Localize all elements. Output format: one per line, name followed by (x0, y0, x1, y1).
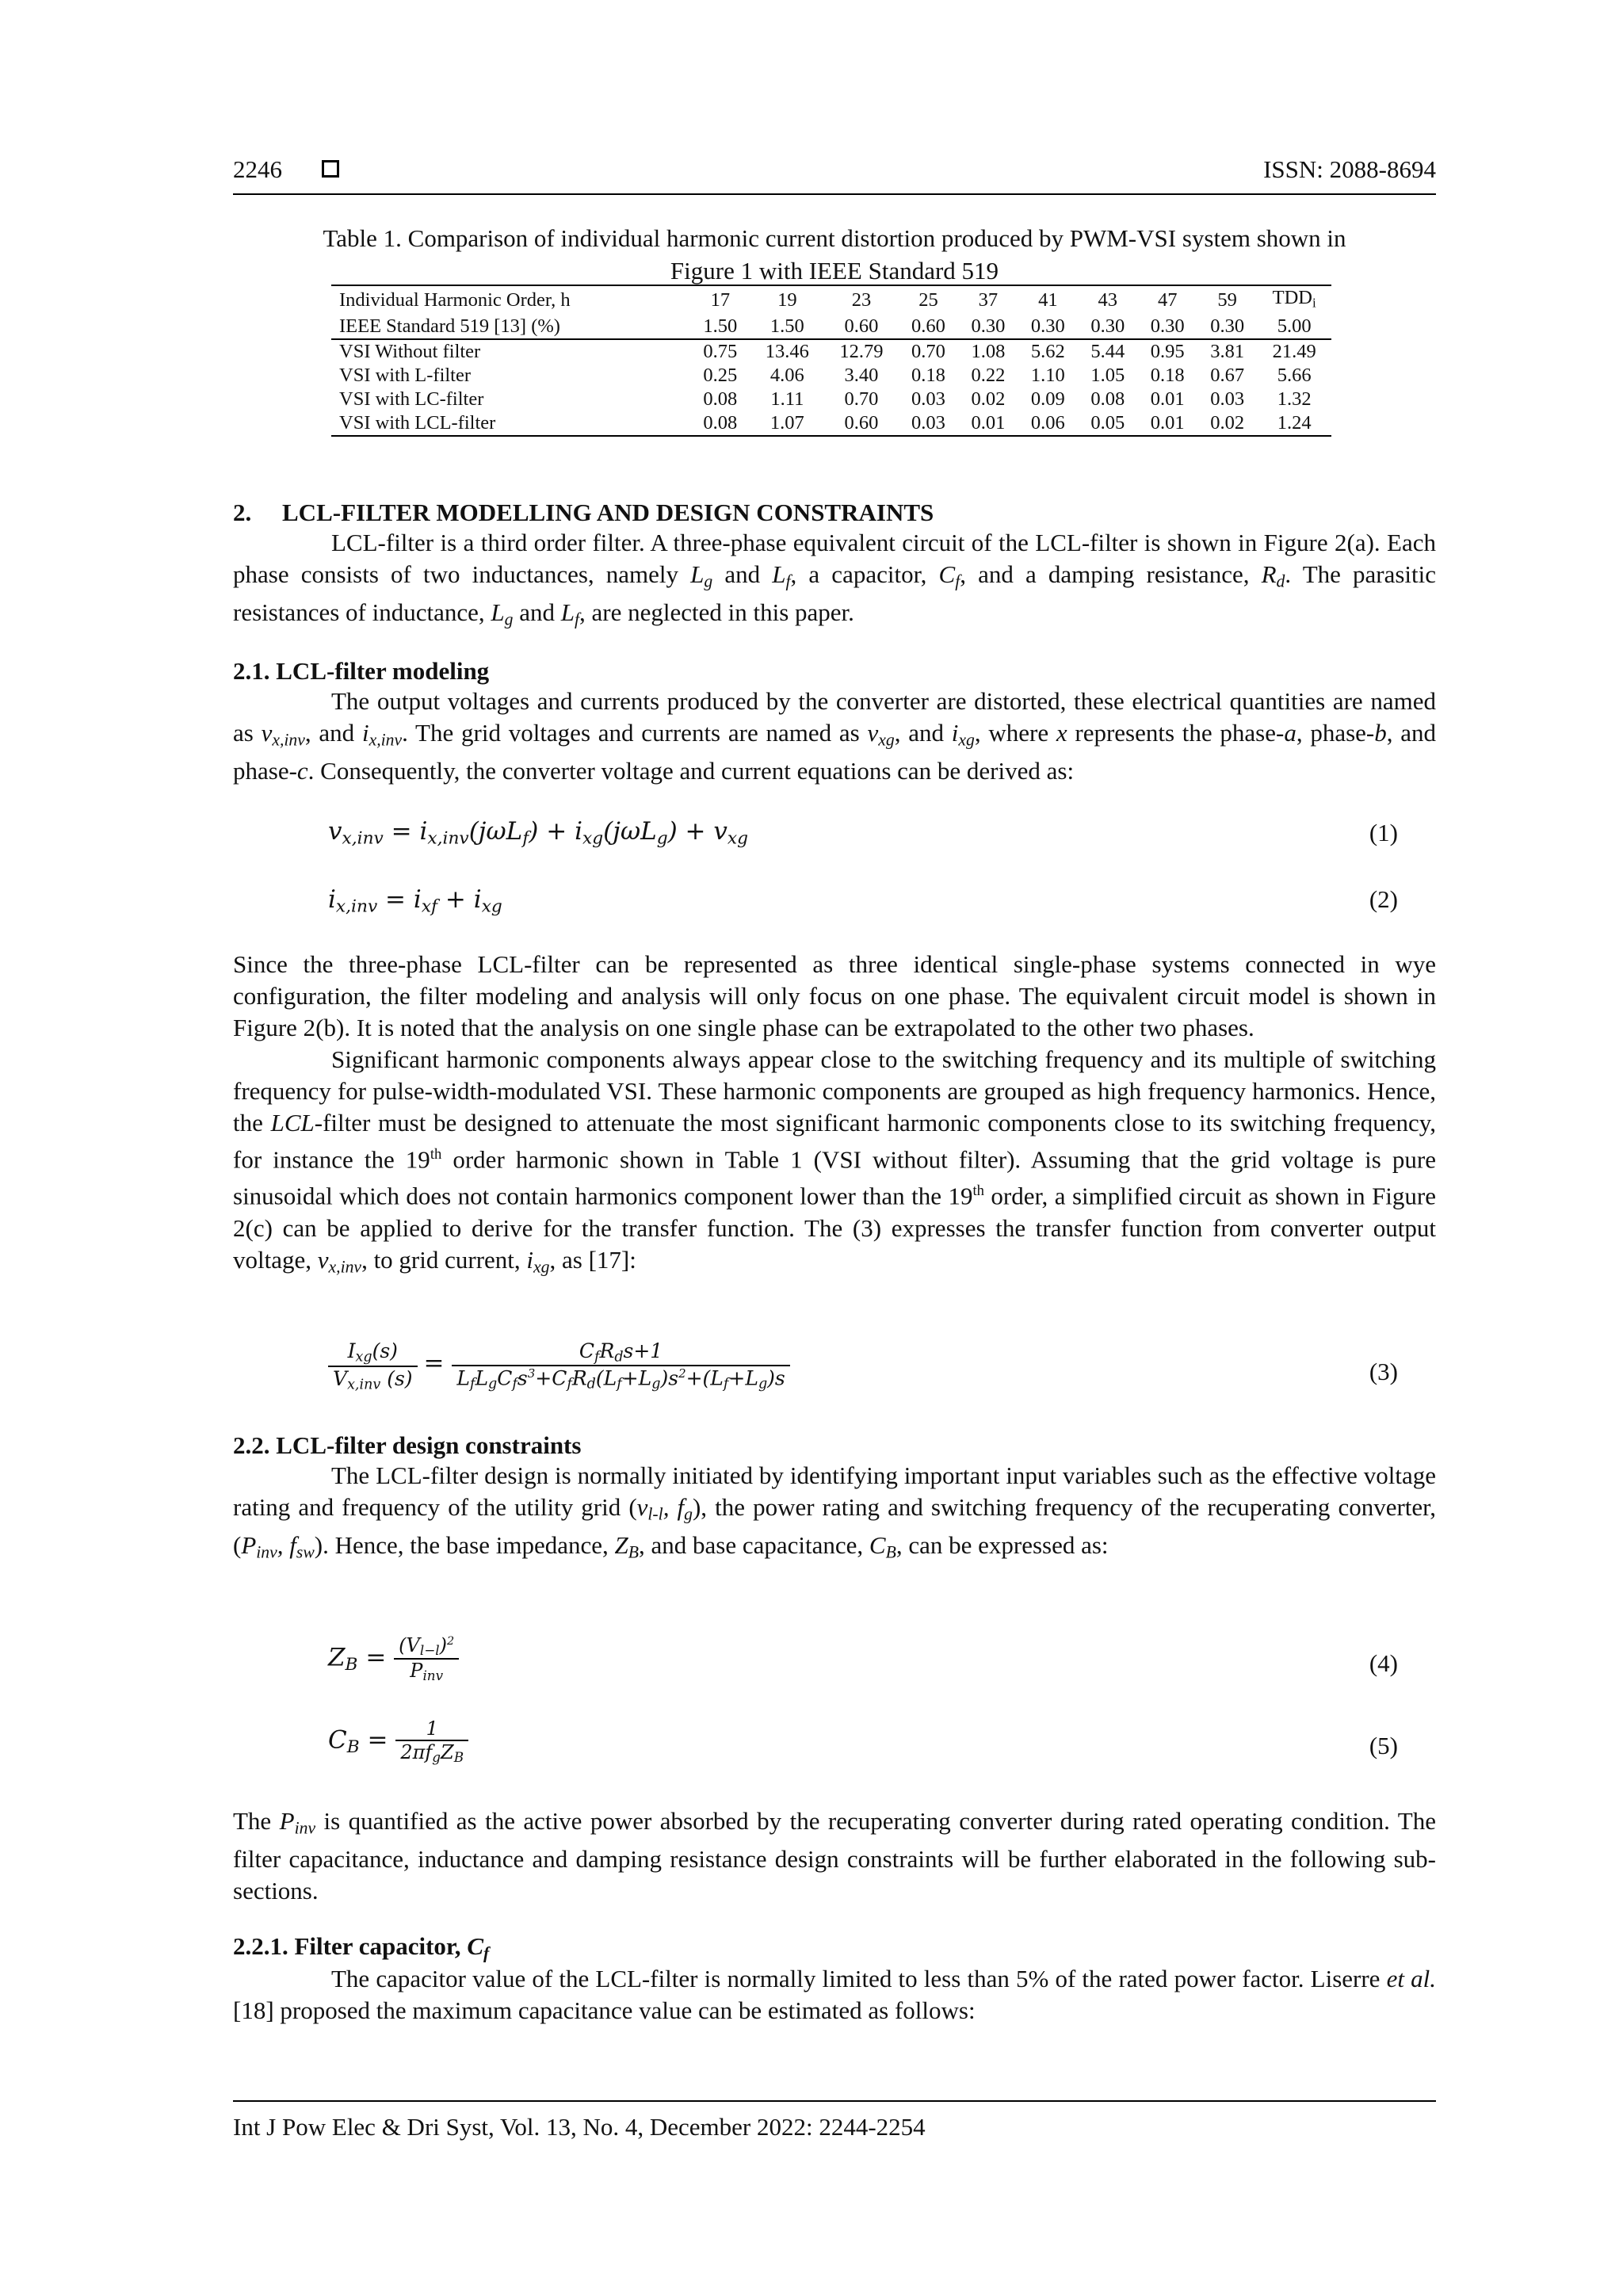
table-cell: Individual Harmonic Order, h (331, 285, 690, 315)
table-cell: 0.18 (911, 365, 945, 387)
table-cell: 0.01 (1137, 411, 1197, 436)
table-cell: 0.30 (1078, 315, 1137, 339)
paragraph: The $P_{inv}$ is quantified as the active power absorbed by the recuperating converter during rated operating condition. The filter capacitance, inductance and damping resistance design constraints will be further elaborated in the following sub-sections. (233, 1807, 1436, 1905)
equation-2: $i_{x,inv} = i_{xf} + i_{xg}$ (328, 885, 502, 917)
table-cell: 1.32 (1277, 388, 1312, 411)
table-cell: 0.95 (1150, 341, 1185, 363)
equation-1: $v_{x,inv} = i_{x,inv}(j\omega L_f) + i_{xg}(j\omega L_g) + v_{xg}$ (328, 817, 749, 849)
table-caption (233, 222, 1436, 287)
table-cell: 37 (958, 285, 1018, 315)
table-cell: 0.08 (703, 388, 738, 411)
paragraph: Significant harmonic components always appear close to the switching frequency and its multiple of switching frequency for pulse-width-modulated VSI. These harmonic components are grouped as high frequency harmonics. Hence, the LCL-filter must be designed to attenuate the most significant harmonic components close to its switching frequency, for instance the 19th order harmonic shown in Table 1 (VSI without filter). Assuming that the grid voltage is pure sinusoidal which does not contain harmonics component lower than the 19th order, a simplified circuit as shown in Figure 2(c) can be applied to derive for the transfer function. The (3) expresses the transfer function from converter output voltage, $v_{x,inv}$, to grid current, $i_{xg}$, as [17]: (233, 1045, 1436, 1277)
equation-3: $\frac{I_{xg}(s)}{V_{x,inv} (s)}$ = $\frac{C_fR_ds+1}{L_fL_gC_fs^3+C_fR_d(L_f+L_g)s^2+(L_f+L_g)s}$ (328, 1339, 790, 1392)
table-cell: 1.10 (1030, 365, 1065, 387)
table-header-row (331, 285, 1331, 315)
table-cell: 0.22 (971, 365, 1006, 387)
table-cell: 0.30 (1197, 315, 1257, 339)
table-cell: 5.44 (1090, 341, 1125, 363)
subsection-title: 2.1. LCL-filter modeling (233, 657, 490, 685)
table-cell: 0.67 (1210, 365, 1245, 387)
table-cell: 0.60 (824, 411, 899, 436)
harmonic-table (331, 285, 1331, 437)
table-cell: 0.30 (1018, 315, 1078, 339)
table-cell: 0.70 (844, 388, 879, 411)
table-cell: 19 (750, 285, 825, 315)
equation-number: (1) (1369, 819, 1398, 846)
equation-number: (4) (1369, 1649, 1398, 1677)
table-cell: 0.75 (703, 341, 738, 363)
subsection-2-2-1 (233, 1932, 1436, 2027)
table-cell: 0.02 (1197, 411, 1257, 436)
section-title: 2. LCL-FILTER MODELLING AND DESIGN CONSTRAINTS (233, 499, 934, 526)
table-cell: 0.09 (1030, 388, 1065, 411)
table-cell: 3.40 (844, 365, 879, 387)
square-icon (322, 160, 339, 178)
body-text (233, 1805, 1436, 1907)
paragraph: LCL-filter is a third order filter. A three-phase equivalent circuit of the LCL-filter is shown in Figure 2(a). Each phase consists of two inductances, namely $L_g$ and $L_f$, a capacitor, $C_f$, and a damping resistance, $R_d$. The parasitic resistances of inductance, $L_g$ and $L_f$, are neglected in this paper. (233, 529, 1437, 629)
table-cell: 43 (1078, 285, 1137, 315)
table-cell: 4.06 (769, 365, 804, 387)
table-cell: 1.05 (1090, 365, 1125, 387)
table-cell: 1.07 (750, 411, 825, 436)
table-cell: IEEE Standard 519 [13] (%) (331, 315, 690, 339)
table-cell: 5.62 (1030, 341, 1065, 363)
table-cell: VSI with LCL-filter (331, 411, 690, 436)
table-cell: VSI with L-filter (339, 365, 472, 387)
running-header (233, 155, 1436, 195)
equation-number: (2) (1369, 885, 1398, 913)
table-caption-line2: Figure 1 with IEEE Standard 519 (670, 257, 999, 285)
running-footer: Int J Pow Elec & Dri Syst, Vol. 13, No. 4, December 2022: 2244-2254 (233, 2100, 1436, 2141)
equation-number: (5) (1369, 1732, 1398, 1759)
table-cell: 21.49 (1272, 341, 1316, 363)
table-cell: 0.18 (1150, 365, 1185, 387)
table-cell: 1.50 (750, 315, 825, 339)
table-cell: 13.46 (765, 341, 809, 363)
table-cell: 0.30 (958, 315, 1018, 339)
table-cell: 5.00 (1257, 315, 1331, 339)
table-cell: 0.03 (911, 388, 945, 411)
table-cell: 25 (899, 285, 958, 315)
table-row (331, 364, 1331, 388)
table-cell: 1.08 (971, 341, 1006, 363)
table-cell: 0.08 (690, 411, 750, 436)
table-cell: VSI with LC-filter (339, 388, 484, 411)
table-cell: 1.11 (770, 388, 804, 411)
subsection-2-1 (233, 657, 1436, 787)
table-cell: 17 (690, 285, 750, 315)
table-cell: 1.50 (690, 315, 750, 339)
subsection-2-2 (233, 1431, 1436, 1568)
table-cell: 0.60 (824, 315, 899, 339)
paragraph: The LCL-filter design is normally initiated by identifying important input variables such as the effective voltage rating and frequency of the utility grid ($v_{l-l}$, $f_g$), the power rating and switching frequency of the recuperating converter, ($P_{inv}$, $f_{sw}$). Hence, the base impedance, $Z_B$, and base capacitance, $C_B$, can be expressed as: (233, 1461, 1436, 1562)
table-cell: 0.01 (958, 411, 1018, 436)
paragraph: Since the three-phase LCL-filter can be represented as three identical single-phase systems connected in wye configuration, the filter modeling and analysis will only focus on one phase. The equivalent circuit model is shown in Figure 2(b). It is noted that the analysis on one single phase can be extrapolated to the other two phases. (233, 950, 1436, 1041)
table-cell: 47 (1137, 285, 1197, 315)
table-cell: $TDD_i$ (1257, 285, 1331, 315)
table-cell: 0.08 (1090, 388, 1125, 411)
table-cell: 59 (1197, 285, 1257, 315)
table-cell: 0.01 (1150, 388, 1185, 411)
table-cell: 0.03 (1210, 388, 1245, 411)
paragraph: The output voltages and currents produced by the converter are distorted, these electrical quantities are named as $v_{x,inv}$, and $i_{x,inv}$. The grid voltages and currents are named as $v_{xg}$, and $i_{xg}$, where x represents the phase-a, phase-b, and phase-c. Consequently, the converter voltage and current equations can be derived as: (233, 687, 1437, 785)
page-number: 2246 (233, 155, 282, 183)
body-text (233, 949, 1436, 1282)
table-row (331, 388, 1331, 411)
table-cell: VSI Without filter (339, 341, 481, 363)
table-cell: 41 (1018, 285, 1078, 315)
table-cell: 0.05 (1078, 411, 1137, 436)
table-cell: 0.30 (1137, 315, 1197, 339)
table-cell: 0.25 (703, 365, 738, 387)
equation-number: (3) (1369, 1358, 1398, 1385)
table-cell: 0.03 (899, 411, 958, 436)
table-cell: 0.06 (1018, 411, 1078, 436)
table-cell: 3.81 (1210, 341, 1245, 363)
section-2 (233, 499, 1436, 636)
subsection-title: 2.2.1. Filter capacitor, $C_f$ (233, 1932, 490, 1963)
table-cell: 1.24 (1257, 411, 1331, 436)
table-caption-line1: Table 1. Comparison of individual harmonic current distortion produced by PWM-VSI system shown in (323, 224, 1346, 252)
table-cell: 0.02 (971, 388, 1006, 411)
table-cell: 0.60 (899, 315, 958, 339)
equation-4: $Z_B$ = $\frac{(V_{l-l})^2}{P_{inv}}$ (328, 1634, 459, 1683)
subsection-title: 2.2. LCL-filter design constraints (233, 1431, 582, 1459)
issn: ISSN: 2088-8694 (1263, 155, 1436, 183)
table-cell: 12.79 (839, 341, 884, 363)
table-row (331, 339, 1331, 364)
table-row (331, 315, 1331, 339)
table-cell: 5.66 (1277, 365, 1312, 387)
table-cell: 0.70 (911, 341, 945, 363)
table-row (331, 411, 1331, 436)
paragraph: The capacitor value of the LCL-filter is normally limited to less than 5% of the rated power factor. Liserre et al. [18] proposed the maximum capacitance value can be estimated as follows: (233, 1965, 1436, 2025)
table-cell: 23 (824, 285, 899, 315)
equation-5: $C_B$ = $\frac{1}{2\pi f_gZ_B}$ (328, 1717, 468, 1765)
